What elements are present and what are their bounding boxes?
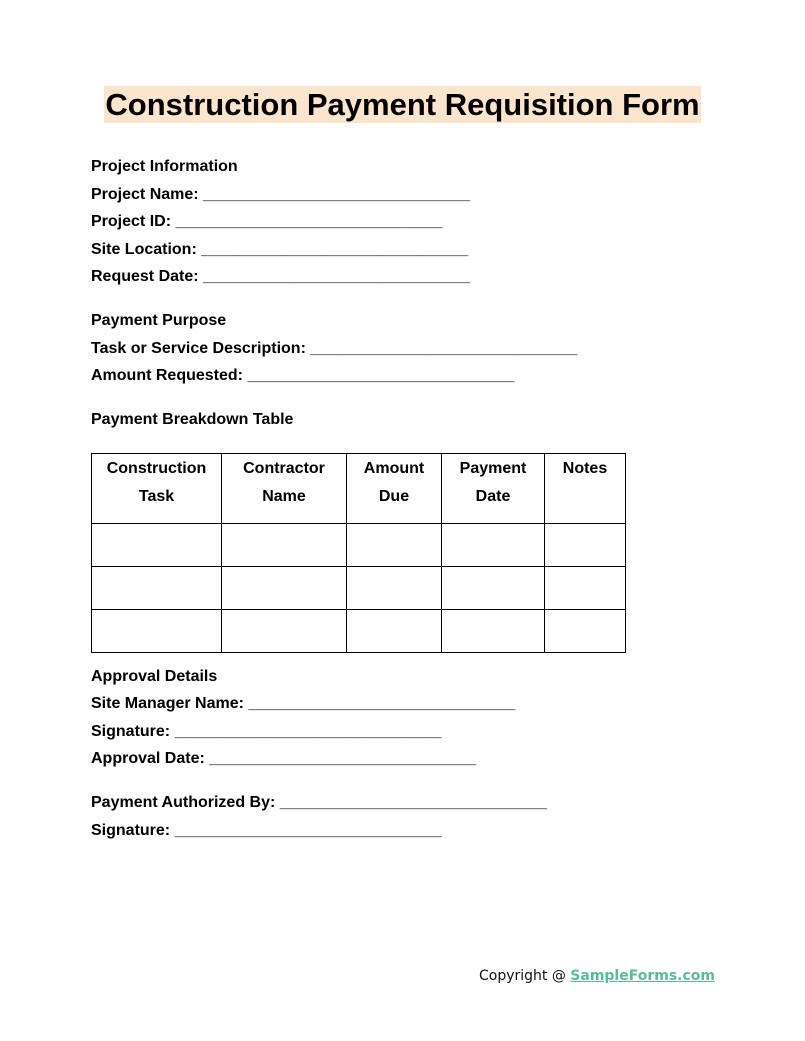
table-cell[interactable] — [442, 523, 545, 566]
header-text: Construction — [106, 459, 207, 477]
approval-heading: Approval Details — [91, 667, 218, 685]
project-id-blank[interactable]: ______________________________ — [175, 213, 443, 230]
breakdown-heading: Payment Breakdown Table — [91, 411, 294, 428]
table-cell[interactable] — [442, 609, 545, 652]
table-header-row — [92, 453, 626, 523]
copyright-prefix: Copyright @ — [478, 968, 571, 984]
site-location-label: Site Location: — [91, 240, 197, 258]
table-row — [92, 566, 626, 609]
task-description-label: Task or Service Description: — [91, 339, 306, 357]
authorized-by-blank[interactable]: ______________________________ — [279, 794, 547, 811]
column-header-contractor-name — [222, 453, 347, 523]
copyright-footer — [479, 968, 715, 984]
table-row — [92, 609, 626, 652]
table-row — [92, 523, 626, 566]
header-text: Notes — [562, 459, 608, 477]
project-id-label: Project ID: — [91, 213, 172, 230]
table-cell[interactable] — [347, 566, 442, 609]
request-date-field — [91, 263, 731, 291]
header-text: Due — [378, 487, 410, 505]
column-header-notes — [545, 453, 626, 523]
authorizer-signature-label: Signature: — [91, 821, 171, 839]
column-header-amount-due — [347, 453, 442, 523]
header-text: Name — [262, 487, 306, 505]
table-cell[interactable] — [545, 523, 626, 566]
site-location-blank[interactable]: ______________________________ — [201, 240, 469, 258]
table-cell[interactable] — [545, 609, 626, 652]
authorizer-signature-field — [91, 817, 731, 845]
table-cell[interactable] — [92, 523, 222, 566]
manager-signature-blank[interactable]: ______________________________ — [174, 722, 442, 740]
approval-date-field — [91, 745, 731, 773]
task-description-blank[interactable]: ______________________________ — [310, 339, 578, 357]
site-manager-label: Site Manager Name: — [91, 695, 244, 712]
table-cell[interactable] — [222, 609, 347, 652]
section-spacer — [91, 390, 731, 407]
table-cell[interactable] — [545, 566, 626, 609]
amount-requested-field — [91, 362, 731, 390]
table-cell[interactable] — [222, 523, 347, 566]
payment-breakdown-table — [91, 453, 626, 653]
page-title: Construction Payment Requisition Form — [105, 87, 700, 122]
header-text: Amount — [363, 459, 425, 477]
site-manager-field — [91, 690, 731, 718]
authorized-by-label: Payment Authorized By: — [91, 794, 276, 811]
form-body — [91, 153, 731, 844]
manager-signature-field — [91, 718, 731, 746]
section-spacer — [91, 773, 731, 790]
project-name-label: Project Name: — [91, 185, 199, 203]
header-text: Task — [138, 487, 175, 505]
title-container — [0, 86, 805, 123]
table-cell[interactable] — [222, 566, 347, 609]
table-cell[interactable] — [347, 523, 442, 566]
project-name-blank[interactable]: ______________________________ — [203, 185, 470, 203]
table-cell[interactable] — [347, 609, 442, 652]
request-date-blank[interactable]: ______________________________ — [203, 268, 470, 285]
column-header-construction-task — [92, 453, 222, 523]
column-header-payment-date — [442, 453, 545, 523]
authorizer-signature-blank[interactable]: ______________________________ — [174, 821, 442, 839]
project-name-field — [91, 181, 731, 209]
site-location-field — [91, 236, 731, 264]
request-date-label: Request Date: — [91, 268, 199, 285]
task-description-field — [91, 335, 731, 363]
header-text: Date — [475, 487, 511, 505]
site-manager-blank[interactable]: ______________________________ — [248, 695, 516, 712]
table-cell[interactable] — [442, 566, 545, 609]
section-spacer — [91, 291, 731, 308]
header-text: Payment — [459, 459, 527, 477]
authorized-by-field — [91, 789, 731, 817]
header-text: Contractor — [243, 459, 325, 477]
project-id-field — [91, 208, 731, 236]
table-cell[interactable] — [92, 566, 222, 609]
payment-purpose-heading: Payment Purpose — [91, 312, 227, 329]
approval-date-label: Approval Date: — [91, 750, 205, 767]
manager-signature-label: Signature: — [91, 722, 171, 740]
project-info-heading: Project Information — [91, 158, 238, 175]
amount-requested-blank[interactable]: ______________________________ — [247, 367, 515, 384]
approval-date-blank[interactable]: ______________________________ — [209, 750, 477, 767]
table-cell[interactable] — [92, 609, 222, 652]
brand-link[interactable]: SampleForms.com — [570, 968, 715, 984]
amount-requested-label: Amount Requested: — [91, 367, 243, 384]
